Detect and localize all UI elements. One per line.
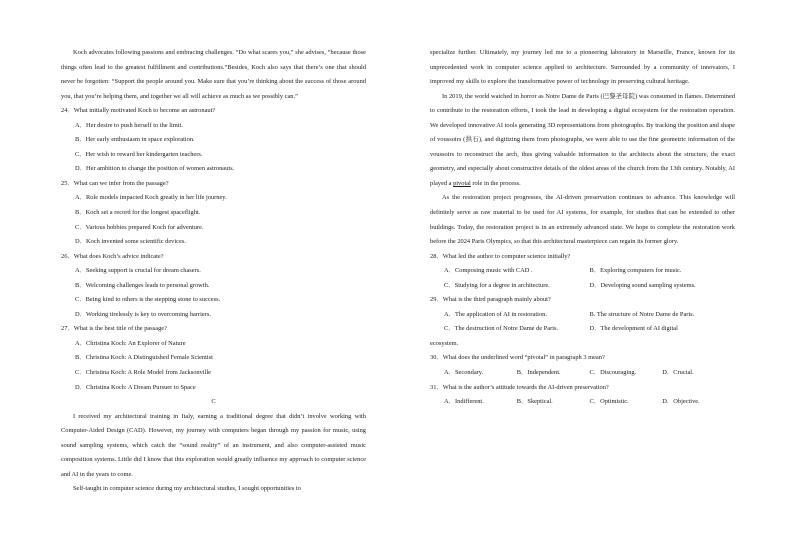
option-a: A．Her desire to push herself to the limit. [75,121,183,129]
passage-c-paragraph-2-start: Self-taught in computer science during my architectural studies, I sought opportunities to [73,485,301,493]
option-c: C．Various hobbies prepared Koch for adventure. [75,223,204,231]
option-d: D．The development of AI digital [589,325,678,333]
option-b: B．Skeptical. [516,398,553,406]
option-b: B. The structure of Notre Dame de Paris. [589,310,695,318]
option-a: A．Indifferent. [444,398,484,406]
option-row [430,308,735,323]
question-stem: 25．What can we infer from the passage? [61,179,169,187]
option-b: B．Koch set a record for the longest spaceflight. [75,209,201,217]
option-a: A．The application of AI in restoration. [444,310,547,318]
option-b: B．Her early enthusiasm in space exploration. [75,136,195,144]
question-26 [61,250,366,323]
left-column [61,46,366,497]
paragraph-3-end: role in the process. [470,179,521,187]
option-d: D．Koch invented some scientific devices. [75,238,186,246]
question-30 [430,351,735,380]
question-29 [430,293,735,351]
passage-c-paragraph-2-cont: specialize further. Ultimately, my journey led me to a pioneering laboratory in Marseille, France, known for its unprecedented work in computer science applied to architecture. Surrounded by a community of innovators, I improved my skills to explore the transformative power of technology in preserving cultural heritage. [430,49,735,86]
option-c: C．Optimistic. [589,398,629,406]
option-row [430,395,735,410]
question-stem: 31．What is the author’s attitude towards the AI-driven preservation? [430,383,609,391]
option-b: B．Exploring computers for music. [589,267,682,275]
option-d: D．Objective. [662,398,700,406]
option-a: A．Secondary. [444,369,484,377]
option-d: D．Working tirelessly is key to overcoming barriers. [75,310,211,318]
option-c: C．Her wish to reward her kindergarten teachers. [75,150,203,158]
option-b: B．Christina Koch: A Distinguished Female Scientist [75,354,213,362]
option-a: A．Seeking support is crucial for dream chasers. [75,267,201,275]
option-d-wrap: ecosystem. [430,339,459,347]
question-stem: 28．What led the author to computer science initially? [430,252,571,260]
question-27 [61,322,366,395]
passage-c-paragraph-3 [430,90,735,192]
question-stem: 26．What does Koch’s advice indicate? [61,252,164,260]
option-c: C．Studying for a degree in architecture. [444,281,550,289]
passage-c-paragraph-1: I received my architectural training in Italy, earning a traditional degree that didn’t involve working with Computer-Aided Design (CAD). However, my journey with computers began through my passion for music, using sound sampling systems, which catch the “sound reality” of an instrument, and also computer-assisted music composition systems. Little did I know that this exploration would greatly influence my approach to computer science and AI in the years to come. [61,412,366,478]
intro-paragraph: Koch advocates following passions and embracing challenges. “Do what scares you,” she advises, “because those things often lead to the greatest fulfillment and contributions.”Besides, Koch also says that there’s one that should never be forgotten: “Support the people around you. Make sure that you’re thinking about the success of those around you, that you’re helping them, and together we all will achieve as much as we possibly can.” [61,49,366,100]
question-stem: 29．What is the third paragraph mainly about? [430,296,551,304]
option-row [430,279,735,294]
question-31 [430,381,735,410]
option-a: A．Composing music with CAD . [444,267,533,275]
option-row [430,322,735,337]
option-c: C．Being kind to others is the stepping stone to success. [75,296,221,304]
question-24 [61,104,366,177]
right-column [430,46,735,410]
question-28 [430,250,735,294]
question-stem: 24．What initially motivated Koch to become an astronaut? [61,107,216,115]
option-a: A．Christina Koch: An Explorer of Nature [75,339,186,347]
underlined-word: pivotal [453,179,471,187]
option-row [430,366,735,381]
option-d: D．Her ambition to change the position of women astronauts. [75,165,235,173]
section-label: C [211,398,216,406]
option-a: A．Role models impacted Koch greatly in her life journey. [75,194,227,202]
option-c: C．Discouraging. [589,369,637,377]
question-stem: 30．What does the underlined word “pivotal” in paragraph 3 mean? [430,354,605,362]
option-d: D．Crucial. [662,369,694,377]
passage-c-paragraph-4: As the restoration project progresses, the AI-driven preservation continues to advance. This knowledge will definitely serve as raw material to be used for AI systems, for example, for studies that can be extended to other buildings. Today, the restoration project is in an extremely advanced state. We hope to complete the restoration work before the 2024 Paris Olympics, so that this architectural masterpiece can regain its former glory. [430,194,735,246]
question-stem: 27．What is the best title of the passage? [61,325,167,333]
option-b: B．Welcoming challenges leads to personal growth. [75,281,210,289]
question-25 [61,177,366,250]
paragraph-3-text: In 2019, the world watched in horror as Notre Dame de Paris (巴黎圣母院) was consumed in flames. Determined to contribute to the restoration efforts, I took the lead in developing a digital ecosystem for the restoration operation. We developed innovative AI tools generating 3D representations from photographs. By tracking the position and shape of voussoirs (拱石), and digitizing them from photographs, we were able to use the fine geometric information of the voussoirs to reconstruct the arch, thus giving valuable information to the architects about the structure, the exact geometry, and especially about constructive details of the oldest areas of the church from the 13th century. Notably, AI played a [430,92,735,187]
option-d: D．Christina Koch: A Dream Pursuer to Space [75,383,196,391]
option-b: B．Independent. [516,369,561,377]
option-c: C．The destruction of Notre Dame de Paris. [444,325,559,333]
option-row [430,264,735,279]
option-c: C．Christina Koch: A Role Model from Jacksonville [75,369,211,377]
option-d: D．Developing sound sampling systems. [589,281,696,289]
